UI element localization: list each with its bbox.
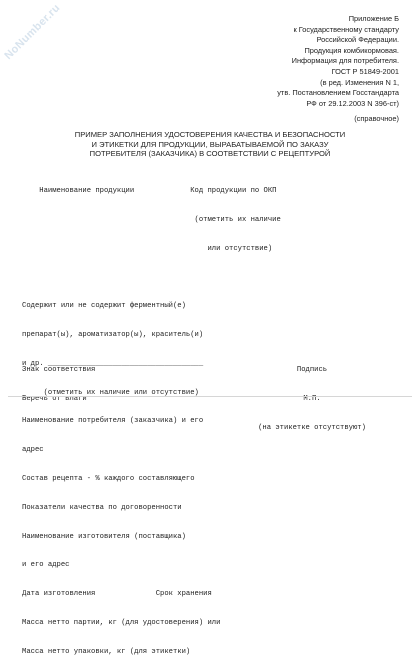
appendix-line: Продукция комбикормовая. [304,45,399,55]
signature-block [222,347,402,443]
title-line: ПРИМЕР ЗАПОЛНЕНИЯ УДОСТОВЕРЕНИЯ КАЧЕСТВА И БЕЗОПАСНОСТИ [74,130,346,139]
form-line: препарат(ы), ароматизатор(ы), краситель(и) [22,331,204,340]
form-line: или отсутствие) [22,244,273,253]
appendix-line: (в ред. Изменения N 1, [320,77,399,87]
form-line: Содержит или не содержит ферментный(е) [22,302,186,311]
title-line: И ЭТИКЕТКИ ДЛЯ ПРОДУКЦИИ, ВЫРАБАТЫВАЕМОЙ ПО ЗАКАЗУ [91,139,329,149]
title-line: ПОТРЕБИТЕЛЯ (ЗАКАЗЧИКА) В СООТВЕТСТВИИ С РЕЦЕПТУРОЙ [89,149,331,159]
appendix-line: Приложение Б [348,14,399,23]
document-title [20,130,400,159]
seal-label: М.П. [303,394,321,403]
reference-note: (справочное) [354,114,399,123]
appendix-line: к Государственному стандарту [293,24,399,34]
signature-label: Подпись [296,366,328,375]
form-line: Дата изготовления Срок хранения [22,590,212,599]
form-line: (отметить их наличие или отсутствие) [22,388,199,397]
form-line: Масса нетто упаковки, кг (для этикетки) [22,647,191,656]
watermark-text: NoNumber.ru [2,1,63,63]
form-line: Состав рецепта - % каждого составляющего [22,475,195,483]
form-line: (отметить их наличие [22,215,281,224]
label-absent-note: (на этикетке отсутствуют) [258,423,366,432]
form-line: и др. ____________________________________ [22,359,204,368]
form-line: адрес [22,446,44,455]
form-line: Показатели качества по договоренности [22,503,182,512]
appendix-line: Российской Федерации. [316,35,399,45]
bottom-divider [8,396,412,397]
appendix-line: РФ от 29.12.2003 N 396-ст) [306,98,399,108]
appendix-line: утв. Постановлением Госстандарта [277,88,399,98]
appendix-line: ГОСТ Р 51849-2001 [331,66,399,76]
form-line: Наименование изготовителя (поставщика) [22,532,186,541]
conformity-mark-line: Знак соответствия [22,366,96,375]
form-line: Наименование потребителя (заказчика) и его [22,417,204,426]
appendix-header [277,14,399,109]
form-line-product-name: Наименование продукции Код продукции по ОКП [22,187,277,196]
form-line: и его адрес [22,561,70,570]
form-footer [22,347,95,414]
form-line: Масса нетто партии, кг (для удостоверения) или [22,618,221,627]
keep-dry-line: Беречь от влаги [22,394,87,403]
appendix-line: Информация для потребителя. [291,56,399,66]
form-line-blank [22,274,281,284]
